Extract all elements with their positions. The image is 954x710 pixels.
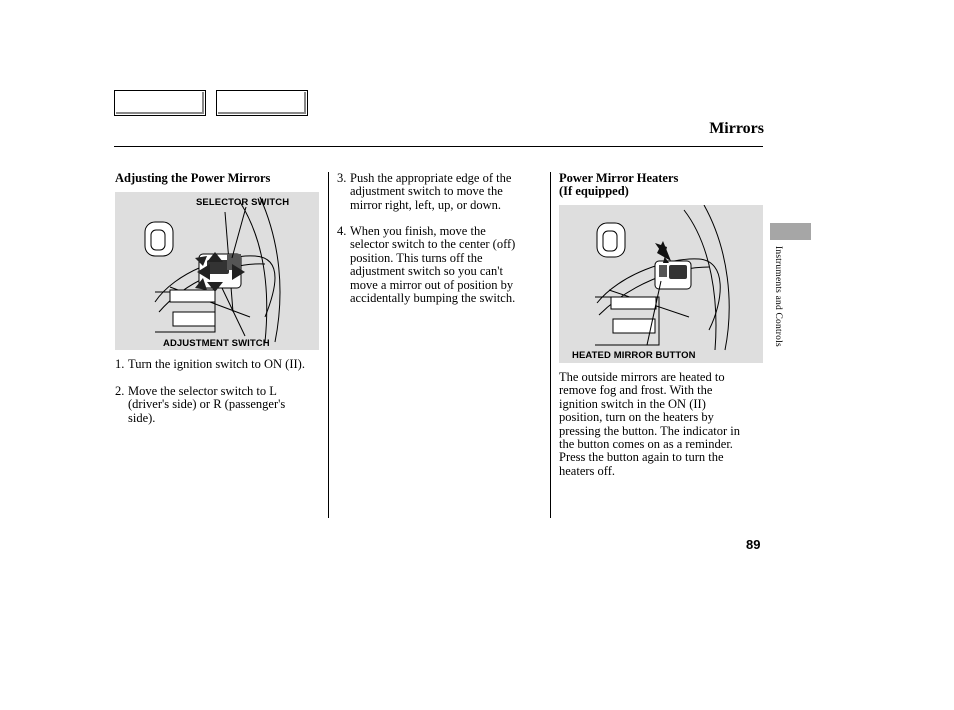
paragraph-line: The outside mirrors are heated to <box>559 370 725 384</box>
step-number: 1. <box>115 357 125 371</box>
power-mirror-switch-illustration <box>115 192 319 350</box>
heading-line: (If equipped) <box>559 184 629 199</box>
nav-button-main-menu[interactable] <box>114 90 206 116</box>
nav-button-index[interactable] <box>216 90 308 116</box>
section-heading-power-mirrors: Adjusting the Power Mirrors <box>115 171 271 185</box>
page-number: 89 <box>746 537 761 552</box>
step-number: 2. <box>115 384 125 398</box>
step-text-line: adjustment switch so you can't <box>350 264 503 279</box>
paragraph-line: ignition switch in the ON (II) <box>559 396 706 411</box>
power-mirror-switch-figure <box>115 192 319 350</box>
adjustment-switch-label: ADJUSTMENT SWITCH <box>163 338 270 349</box>
step-text-line: move a mirror out of position by <box>350 277 514 292</box>
selector-switch-label: SELECTOR SWITCH <box>196 197 290 208</box>
heated-mirror-illustration <box>559 205 763 363</box>
step-text-line: position. This turns off the <box>350 250 483 265</box>
section-heading-mirror-heaters <box>559 172 678 199</box>
paragraph-line: the button comes on as a reminder. <box>559 437 733 452</box>
page-title: Mirrors <box>709 120 764 137</box>
mirror-heaters-paragraph <box>559 371 764 478</box>
paragraph-line: pressing the button. The indicator in <box>559 423 740 438</box>
heated-mirror-figure <box>559 205 763 363</box>
step-text-line: Push the appropriate edge of the <box>350 171 512 185</box>
step-text-line: Move the selector switch to L <box>128 384 277 398</box>
step-number: 3. <box>337 171 347 185</box>
title-rule <box>114 146 763 147</box>
heading-line: Power Mirror Heaters <box>559 171 679 185</box>
step-text-line: accidentally bumping the switch. <box>350 291 516 306</box>
step-number: 4. <box>337 224 347 238</box>
section-tab-marker <box>770 223 811 240</box>
paragraph-line: remove fog and frost. With the <box>559 383 713 398</box>
step-text-line: mirror right, left, up, or down. <box>350 197 502 212</box>
column-divider-1 <box>328 172 329 518</box>
column-divider-2 <box>550 172 551 518</box>
paragraph-line: Press the button again to turn the <box>559 450 724 465</box>
section-tab-label: Instruments and Controls <box>773 246 783 347</box>
step-text-line: When you finish, move the <box>350 224 486 238</box>
heated-mirror-button-label: HEATED MIRROR BUTTON <box>572 350 696 361</box>
step-text-line: Turn the ignition switch to ON (II). <box>128 357 305 371</box>
paragraph-line: position, turn on the heaters by <box>559 410 714 425</box>
step-text-line: adjustment switch to move the <box>350 184 503 199</box>
step-text-line: side). <box>128 410 156 425</box>
paragraph-line: heaters off. <box>559 463 615 478</box>
step-text-line: selector switch to the center (off) <box>350 237 516 252</box>
step-text-line: (driver's side) or R (passenger's <box>128 397 286 412</box>
